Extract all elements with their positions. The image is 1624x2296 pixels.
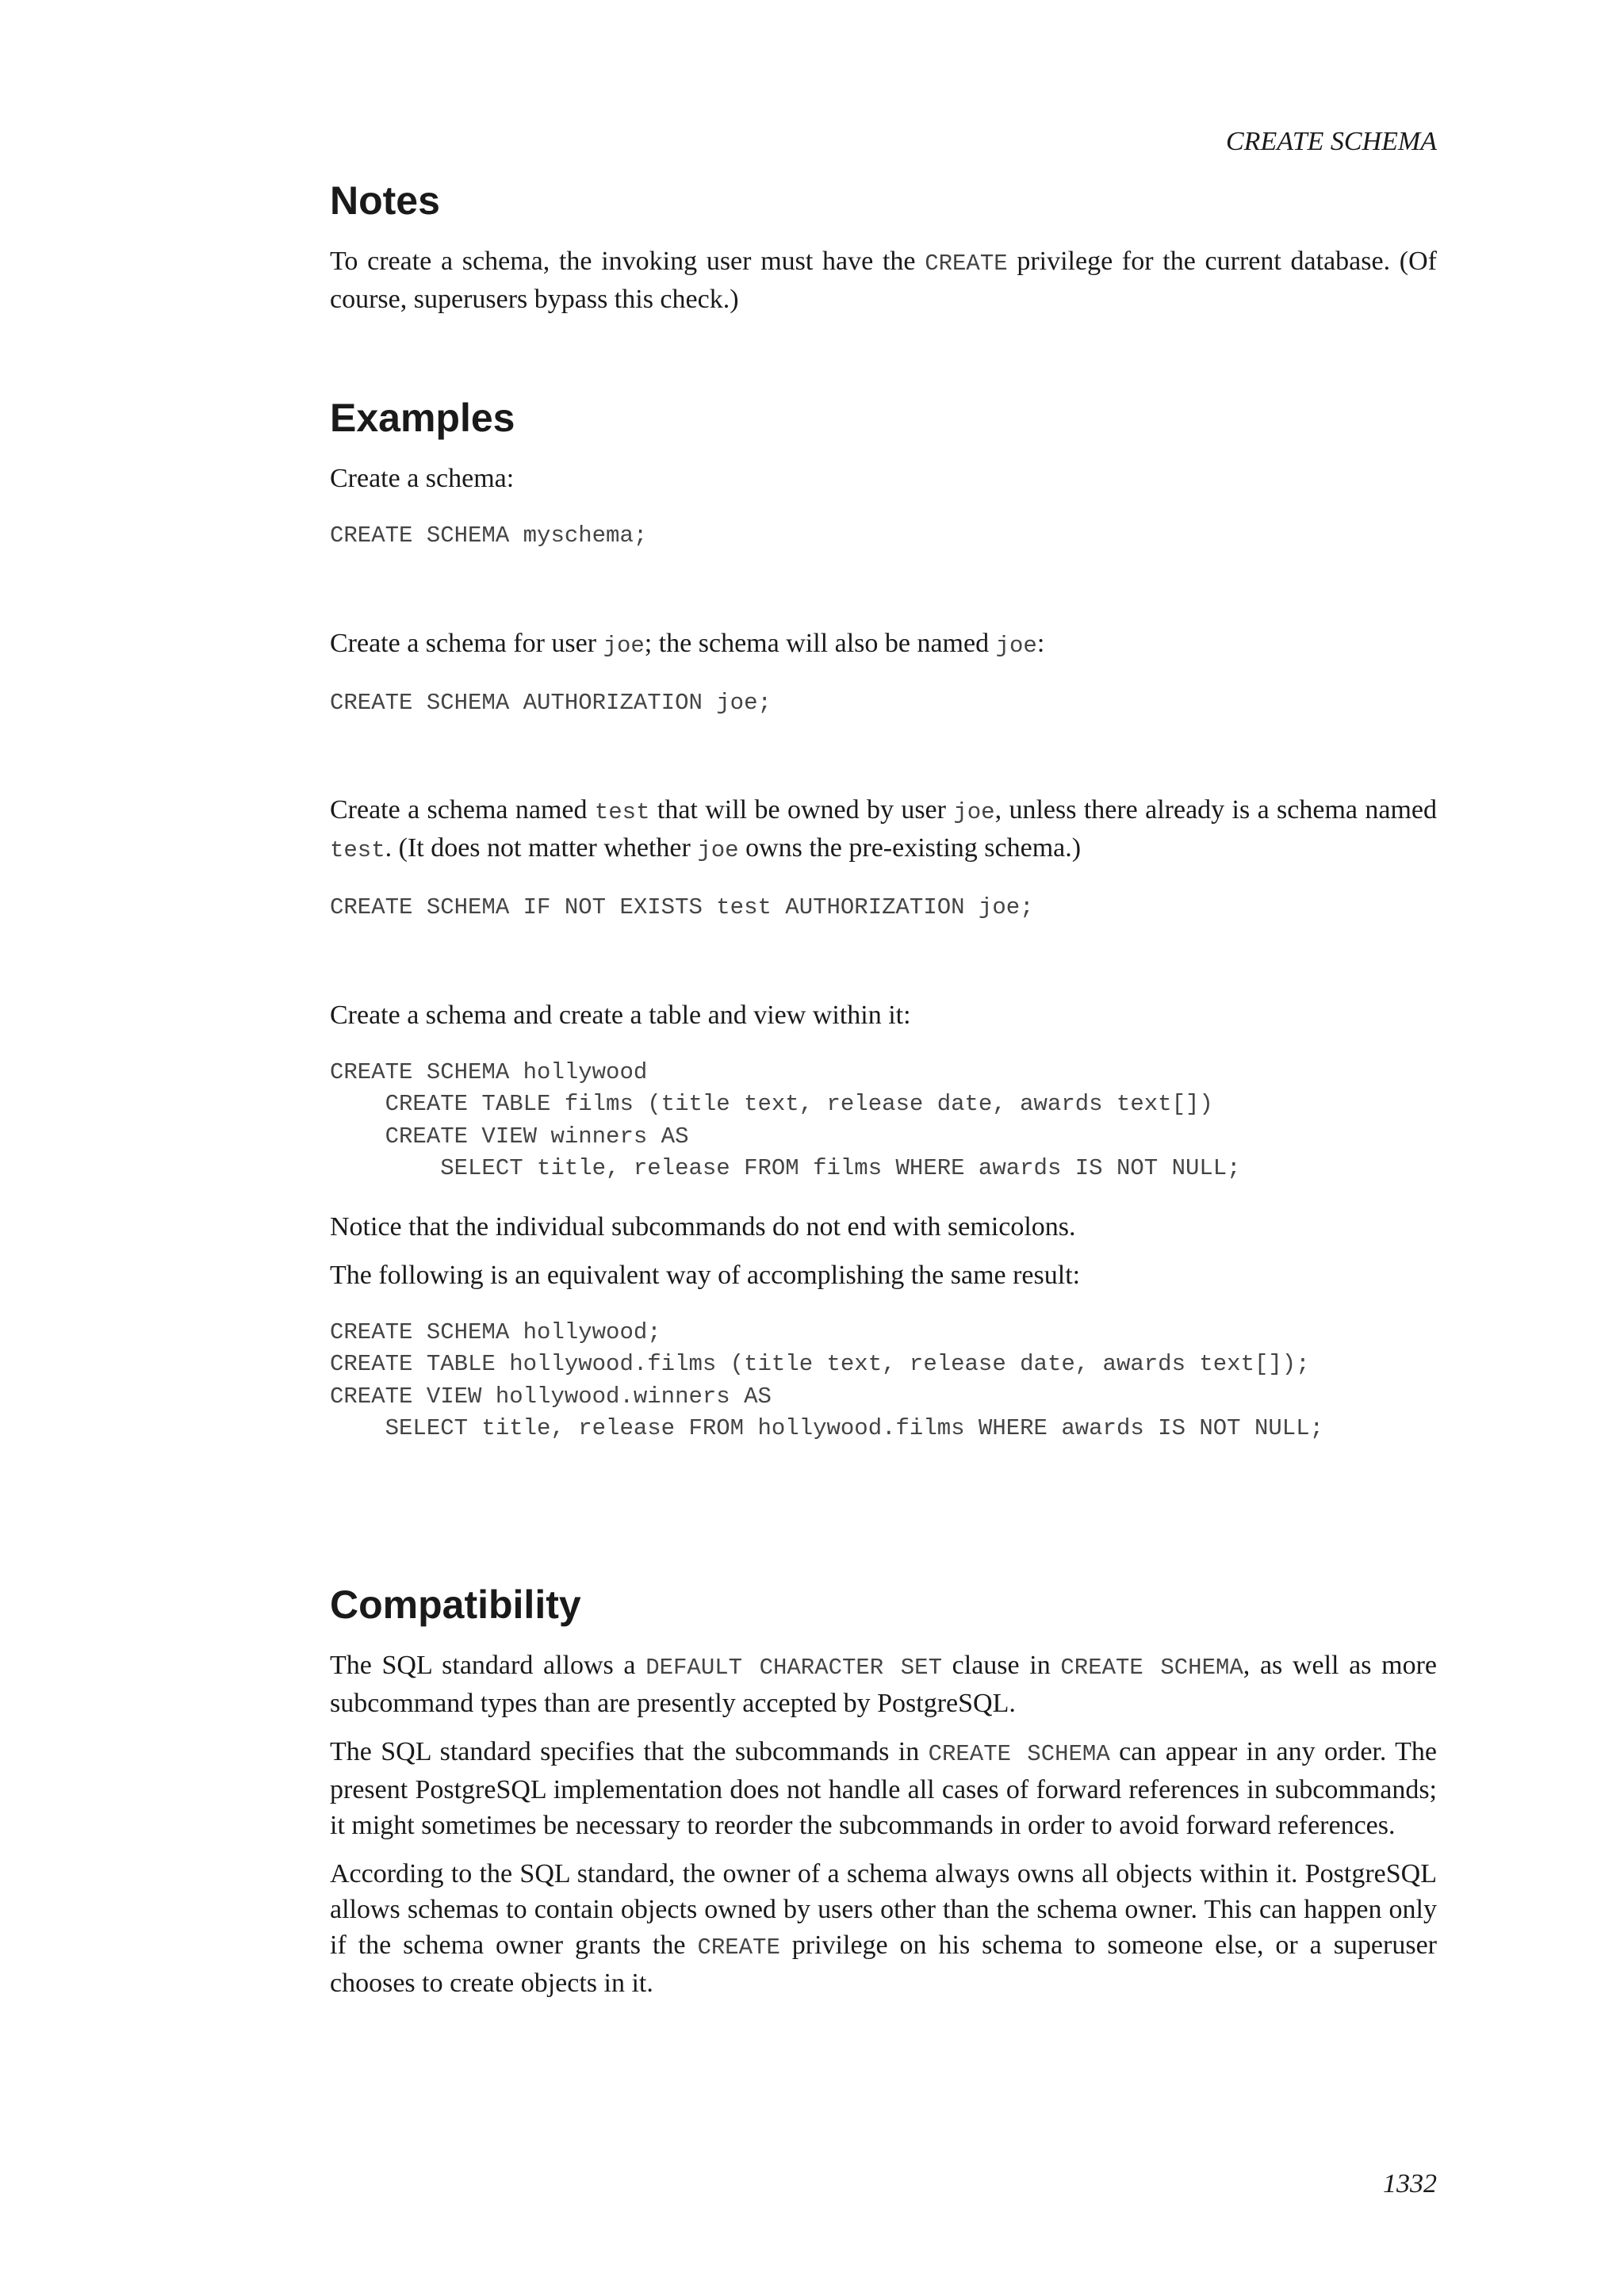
example-1-description: Create a schema:: [330, 464, 515, 493]
text: . (It does not matter whether: [385, 833, 698, 863]
text: , unless there already is a schema named: [994, 795, 1438, 825]
text: privilege on his schema to someone else, or a superuser chooses to create objects in it.: [330, 1930, 1437, 1998]
compatibility-paragraph-3: [330, 1856, 1437, 2001]
page-number: 1332: [1383, 2169, 1437, 2198]
text: Create a schema named: [330, 795, 595, 825]
example-4-description: Create a schema and create a table and view within it:: [330, 1000, 911, 1030]
running-header: CREATE SCHEMA: [1226, 127, 1437, 156]
compatibility-paragraph-2: [330, 1734, 1437, 1843]
example-4-code: CREATE SCHEMA hollywood CREATE TABLE films (title text, release date, awards text[]) CREATE VIEW winners AS SELECT title, release FROM films WHERE awards IS NOT NULL;: [330, 1058, 1241, 1181]
example-1-code: CREATE SCHEMA myschema;: [330, 522, 648, 549]
inline-code: CREATE: [697, 1934, 780, 1961]
inline-code: test: [594, 799, 650, 825]
inline-code: joe: [953, 799, 995, 825]
text: ; the schema will also be named: [644, 628, 996, 658]
notes-heading: Notes: [330, 178, 440, 223]
text: :: [1036, 628, 1045, 658]
example-2-description: [330, 626, 1437, 664]
compatibility-heading: Compatibility: [330, 1582, 581, 1627]
example-2-code: CREATE SCHEMA AUTHORIZATION joe;: [330, 689, 772, 716]
notes-paragraph: [330, 243, 1437, 317]
inline-code: joe: [697, 837, 739, 863]
text: Create a schema for user: [330, 628, 603, 658]
text: To create a schema, the invoking user must have the: [330, 247, 925, 276]
example-5-description: The following is an equivalent way of accomplishing the same result:: [330, 1260, 1081, 1290]
example-3-description: [330, 792, 1437, 868]
text: can appear in any order. The present PostgreSQL implementation does not handle all cases of forward references in subcommands; it might sometimes be necessary to reorder the subcommands in order to avoid forward references.: [330, 1736, 1437, 1840]
page-content: [330, 179, 1437, 2014]
text: , as well as more subcommand types than are presently accepted by PostgreSQL.: [330, 1650, 1437, 1718]
inline-code: CREATE SCHEMA: [928, 1740, 1110, 1767]
example-3-code: CREATE SCHEMA IF NOT EXISTS test AUTHORIZATION joe;: [330, 894, 1034, 920]
compatibility-paragraph-1: [330, 1647, 1437, 1721]
inline-code: joe: [603, 632, 645, 659]
text: According to the SQL standard, the owner of a schema always owns all objects within it. PostgreSQL allows schemas to contain objects owned by users other than the schema owner. This can happen only if the schema owner grants the: [330, 1858, 1437, 1960]
inline-code: test: [330, 837, 385, 863]
example-4-note: Notice that the individual subcommands do not end with semicolons.: [330, 1211, 1076, 1242]
examples-heading: Examples: [330, 396, 515, 440]
inline-code: CREATE: [925, 251, 1008, 277]
text: clause in: [942, 1650, 1061, 1680]
inline-code: joe: [995, 632, 1037, 659]
inline-code: DEFAULT CHARACTER SET: [645, 1654, 942, 1681]
example-5-code: CREATE SCHEMA hollywood; CREATE TABLE hollywood.films (title text, release date, awards text[]); CREATE VIEW hollywood.winners AS SELECT title, release FROM hollywood.films WHERE awards IS NOT NULL;: [330, 1318, 1324, 1441]
text: privilege for the current database. (Of course, superusers bypass this check.): [330, 247, 1437, 314]
text: The SQL standard allows a: [330, 1650, 646, 1680]
text: that will be owned by user: [649, 795, 954, 825]
text: The SQL standard specifies that the subcommands in: [330, 1736, 929, 1766]
inline-code: CREATE SCHEMA: [1060, 1654, 1243, 1681]
text: owns the pre-existing schema.): [738, 833, 1082, 863]
